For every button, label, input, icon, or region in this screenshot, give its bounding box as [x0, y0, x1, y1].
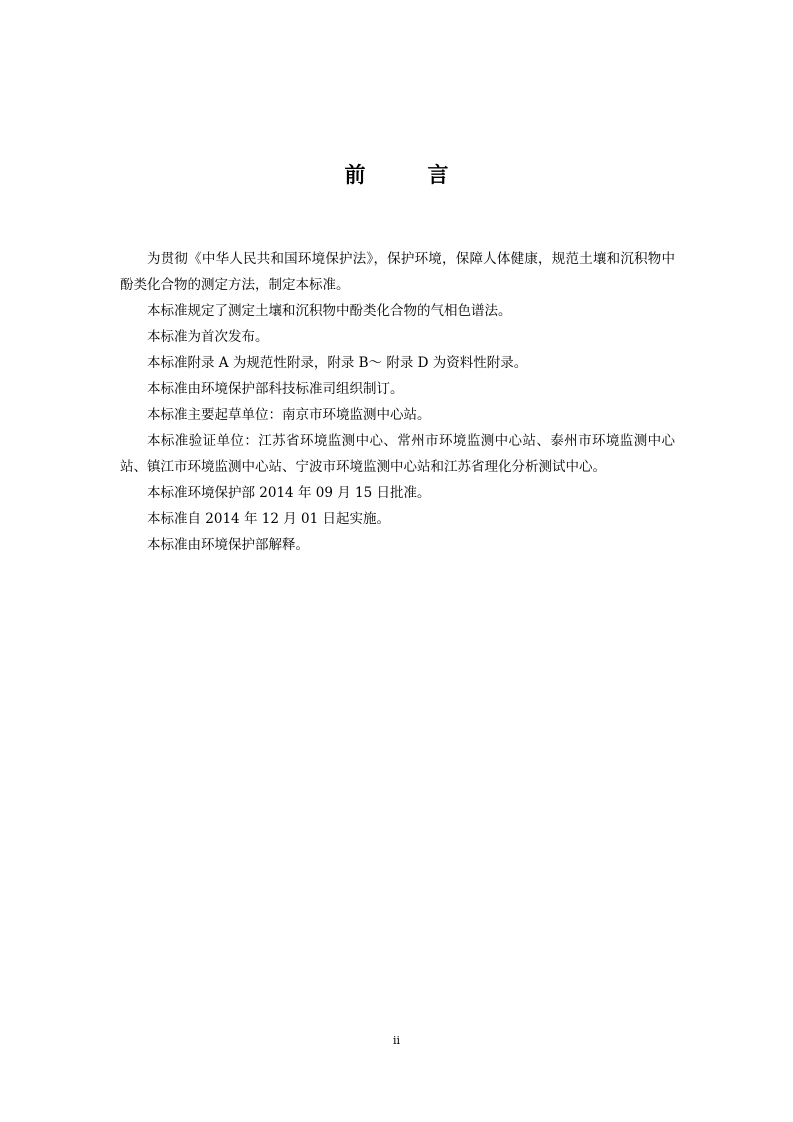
paragraph-appendix: 本标准附录 A 为规范性附录，附录 B～ 附录 D 为资料性附录。 [147, 355, 528, 371]
paragraph-scope: 本标准规定了测定土壤和沉积物中酚类化合物的气相色谱法。 [147, 303, 512, 319]
paragraph-first-release: 本标准为首次发布。 [147, 329, 269, 345]
page-number: ii [392, 1034, 401, 1047]
paragraph-verification-units: 本标准验证单位：江苏省环境监测中心、常州市环境监测中心站、泰州市环境监测中心站、镇江市环境监测中心站、宁波市环境监测中心站和江苏省理化分析测试中心。 [120, 433, 675, 475]
paragraph-effective-date: 本标准自 2014 年 12 月 01 日起实施。 [147, 511, 390, 527]
paragraph-organizer: 本标准由环境保护部科技标准司组织制订。 [147, 381, 404, 397]
page-title: 前 言 [344, 162, 476, 187]
foreword-body [120, 246, 675, 558]
paragraph-drafting-unit: 本标准主要起草单位：南京市环境监测中心站。 [147, 407, 431, 423]
paragraph-approval-date: 本标准环境保护部 2014 年 09 月 15 日批准。 [147, 485, 431, 501]
paragraph-purpose: 为贯彻《中华人民共和国环境保护法》，保护环境，保障人体健康，规范土壤和沉积物中酚类化合物的测定方法，制定本标准。 [120, 251, 675, 293]
paragraph-interpretation: 本标准由环境保护部解释。 [147, 537, 309, 553]
